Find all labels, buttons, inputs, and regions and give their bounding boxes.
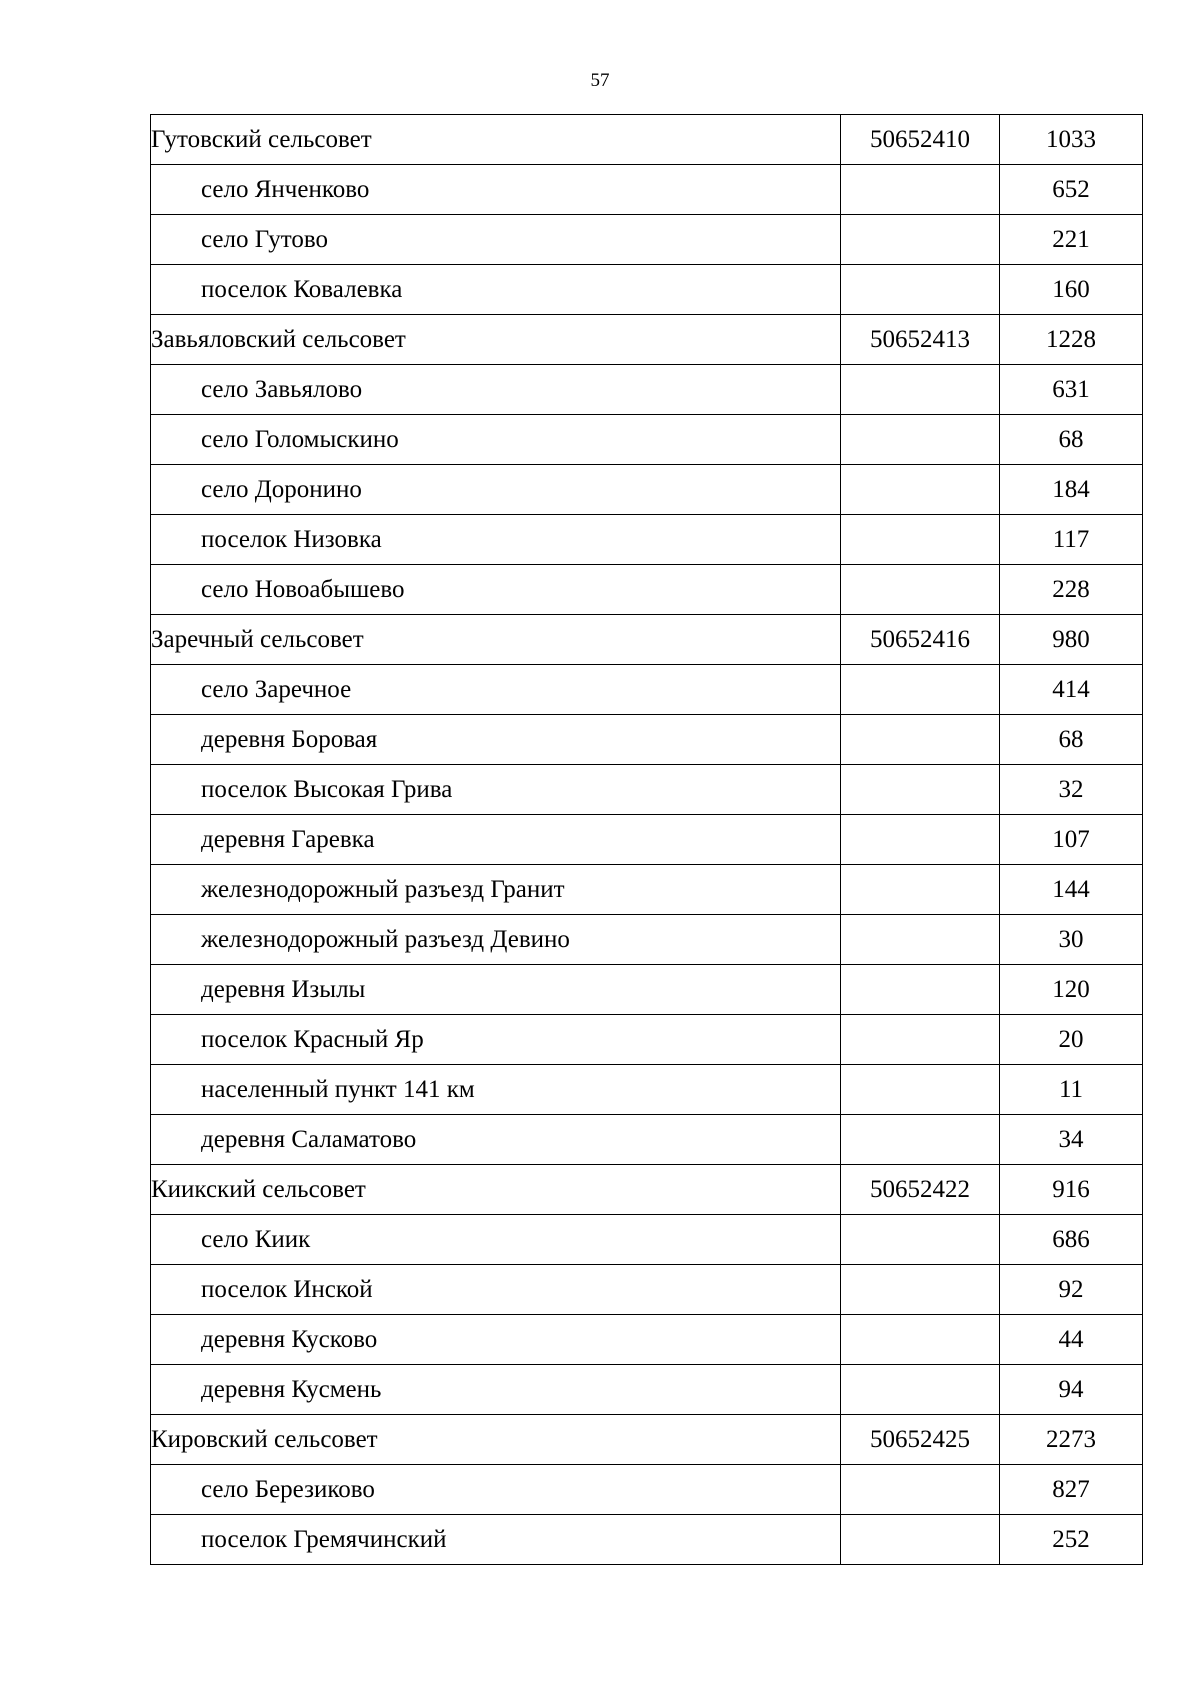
population-cell: 414 bbox=[1000, 665, 1143, 715]
council-name-cell: Заречный сельсовет bbox=[151, 615, 841, 665]
population-cell: 107 bbox=[1000, 815, 1143, 865]
page-number: 57 bbox=[590, 70, 610, 91]
settlement-name-cell: поселок Инской bbox=[151, 1265, 841, 1315]
population-cell: 20 bbox=[1000, 1015, 1143, 1065]
population-cell: 652 bbox=[1000, 165, 1143, 215]
settlement-name-cell: железнодорожный разъезд Гранит bbox=[151, 865, 841, 915]
code-cell: 50652416 bbox=[841, 615, 1000, 665]
settlement-row bbox=[151, 1315, 1143, 1365]
population-cell: 117 bbox=[1000, 515, 1143, 565]
table-body bbox=[151, 115, 1143, 1565]
settlement-row bbox=[151, 215, 1143, 265]
settlement-row bbox=[151, 1265, 1143, 1315]
population-cell: 631 bbox=[1000, 365, 1143, 415]
code-cell: 50652422 bbox=[841, 1165, 1000, 1215]
code-cell bbox=[841, 515, 1000, 565]
settlement-name-cell: село Новоабышево bbox=[151, 565, 841, 615]
settlement-row bbox=[151, 1015, 1143, 1065]
population-cell: 827 bbox=[1000, 1465, 1143, 1515]
settlement-row bbox=[151, 1465, 1143, 1515]
council-name-cell: Завьяловский сельсовет bbox=[151, 315, 841, 365]
settlements-table bbox=[150, 114, 1143, 1565]
code-cell bbox=[841, 1515, 1000, 1565]
code-cell bbox=[841, 665, 1000, 715]
code-cell bbox=[841, 1215, 1000, 1265]
population-cell: 68 bbox=[1000, 715, 1143, 765]
settlement-name-cell: железнодорожный разъезд Девино bbox=[151, 915, 841, 965]
population-cell: 34 bbox=[1000, 1115, 1143, 1165]
settlement-name-cell: село Завьялово bbox=[151, 365, 841, 415]
population-cell: 144 bbox=[1000, 865, 1143, 915]
settlement-name-cell: деревня Гаревка bbox=[151, 815, 841, 865]
settlement-name-cell: село Березиково bbox=[151, 1465, 841, 1515]
settlement-name-cell: село Киик bbox=[151, 1215, 841, 1265]
code-cell bbox=[841, 165, 1000, 215]
code-cell bbox=[841, 215, 1000, 265]
code-cell bbox=[841, 465, 1000, 515]
population-cell: 916 bbox=[1000, 1165, 1143, 1215]
settlement-name-cell: поселок Высокая Грива bbox=[151, 765, 841, 815]
code-cell bbox=[841, 1015, 1000, 1065]
code-cell bbox=[841, 415, 1000, 465]
population-cell: 11 bbox=[1000, 1065, 1143, 1115]
council-row bbox=[151, 115, 1143, 165]
code-cell bbox=[841, 365, 1000, 415]
population-cell: 1228 bbox=[1000, 315, 1143, 365]
population-cell: 92 bbox=[1000, 1265, 1143, 1315]
code-cell bbox=[841, 1365, 1000, 1415]
population-cell: 252 bbox=[1000, 1515, 1143, 1565]
settlement-name-cell: поселок Низовка bbox=[151, 515, 841, 565]
settlement-row bbox=[151, 965, 1143, 1015]
code-cell bbox=[841, 1465, 1000, 1515]
settlement-row bbox=[151, 515, 1143, 565]
code-cell bbox=[841, 765, 1000, 815]
settlement-name-cell: село Голомыскино bbox=[151, 415, 841, 465]
code-cell: 50652413 bbox=[841, 315, 1000, 365]
population-cell: 221 bbox=[1000, 215, 1143, 265]
settlement-row bbox=[151, 165, 1143, 215]
population-cell: 2273 bbox=[1000, 1415, 1143, 1465]
population-cell: 120 bbox=[1000, 965, 1143, 1015]
settlement-row bbox=[151, 365, 1143, 415]
population-cell: 30 bbox=[1000, 915, 1143, 965]
settlement-row bbox=[151, 265, 1143, 315]
settlement-row bbox=[151, 865, 1143, 915]
settlement-row bbox=[151, 1115, 1143, 1165]
settlement-name-cell: деревня Боровая bbox=[151, 715, 841, 765]
population-cell: 68 bbox=[1000, 415, 1143, 465]
code-cell bbox=[841, 915, 1000, 965]
settlement-name-cell: населенный пункт 141 км bbox=[151, 1065, 841, 1115]
code-cell: 50652425 bbox=[841, 1415, 1000, 1465]
population-cell: 1033 bbox=[1000, 115, 1143, 165]
settlement-name-cell: деревня Саламатово bbox=[151, 1115, 841, 1165]
code-cell bbox=[841, 1315, 1000, 1365]
settlement-row bbox=[151, 715, 1143, 765]
population-cell: 32 bbox=[1000, 765, 1143, 815]
code-cell bbox=[841, 965, 1000, 1015]
code-cell bbox=[841, 1115, 1000, 1165]
population-cell: 980 bbox=[1000, 615, 1143, 665]
code-cell bbox=[841, 715, 1000, 765]
settlement-row bbox=[151, 915, 1143, 965]
population-cell: 686 bbox=[1000, 1215, 1143, 1265]
settlement-row bbox=[151, 1215, 1143, 1265]
settlement-row bbox=[151, 1515, 1143, 1565]
code-cell: 50652410 bbox=[841, 115, 1000, 165]
population-cell: 160 bbox=[1000, 265, 1143, 315]
settlement-name-cell: деревня Кусково bbox=[151, 1315, 841, 1365]
council-name-cell: Гутовский сельсовет bbox=[151, 115, 841, 165]
code-cell bbox=[841, 1065, 1000, 1115]
population-cell: 94 bbox=[1000, 1365, 1143, 1415]
code-cell bbox=[841, 565, 1000, 615]
settlement-row bbox=[151, 465, 1143, 515]
settlement-name-cell: село Янченково bbox=[151, 165, 841, 215]
settlement-name-cell: поселок Красный Яр bbox=[151, 1015, 841, 1065]
settlement-name-cell: деревня Изылы bbox=[151, 965, 841, 1015]
population-cell: 228 bbox=[1000, 565, 1143, 615]
council-row bbox=[151, 315, 1143, 365]
settlement-name-cell: поселок Ковалевка bbox=[151, 265, 841, 315]
code-cell bbox=[841, 265, 1000, 315]
population-cell: 184 bbox=[1000, 465, 1143, 515]
code-cell bbox=[841, 1265, 1000, 1315]
settlement-row bbox=[151, 665, 1143, 715]
council-row bbox=[151, 615, 1143, 665]
settlement-row bbox=[151, 1065, 1143, 1115]
settlement-row bbox=[151, 415, 1143, 465]
settlement-name-cell: деревня Кусмень bbox=[151, 1365, 841, 1415]
population-cell: 44 bbox=[1000, 1315, 1143, 1365]
settlement-row bbox=[151, 815, 1143, 865]
settlement-name-cell: село Доронино bbox=[151, 465, 841, 515]
settlement-row bbox=[151, 1365, 1143, 1415]
council-row bbox=[151, 1165, 1143, 1215]
settlement-name-cell: село Гутово bbox=[151, 215, 841, 265]
settlement-row bbox=[151, 765, 1143, 815]
council-name-cell: Кировский сельсовет bbox=[151, 1415, 841, 1465]
code-cell bbox=[841, 815, 1000, 865]
code-cell bbox=[841, 865, 1000, 915]
council-row bbox=[151, 1415, 1143, 1465]
council-name-cell: Киикский сельсовет bbox=[151, 1165, 841, 1215]
settlement-name-cell: поселок Гремячинский bbox=[151, 1515, 841, 1565]
settlement-row bbox=[151, 565, 1143, 615]
settlement-name-cell: село Заречное bbox=[151, 665, 841, 715]
